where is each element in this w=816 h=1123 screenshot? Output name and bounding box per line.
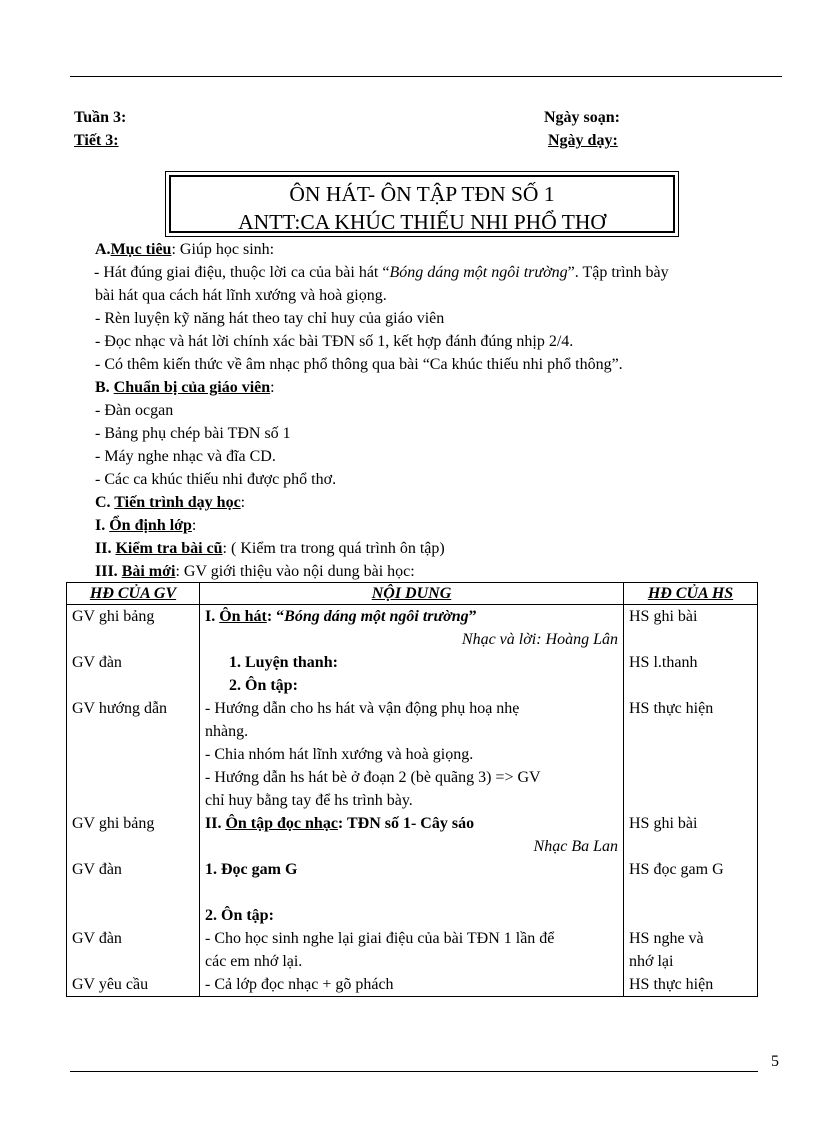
table-header-row <box>67 583 758 605</box>
activity-table <box>66 582 758 997</box>
preparation-heading: B. Chuẩn bị của giáo viên: <box>95 379 275 396</box>
table-row <box>67 605 758 997</box>
objective-2: - Rèn luyện kỹ năng hát theo tay chỉ huy của giáo viên <box>95 310 445 327</box>
teach-date-label: Ngày dạy: <box>548 132 618 149</box>
step-check-old-lesson: II. Kiểm tra bài cũ: ( Kiểm tra trong quá trình ôn tập) <box>95 540 445 557</box>
lesson-title-line-1: ÔN HÁT- ÔN TẬP TĐN SỐ 1 <box>289 182 555 206</box>
header-student-activity: HĐ CỦA HS <box>624 583 758 605</box>
week-label: Tuần 3: <box>74 109 127 126</box>
lesson-title-line-2: ANTT:CA KHÚC THIẾU NHI PHỔ THƠ <box>238 210 606 234</box>
review-song-heading: I. Ôn hát: “Bóng dáng một ngôi trường” <box>205 608 477 625</box>
page-number: 5 <box>771 1053 779 1070</box>
sight-reading-heading: II. Ôn tập đọc nhạc: TĐN số 1- Cây sáo <box>205 815 475 832</box>
header-teacher-activity: HĐ CỦA GV <box>67 583 200 605</box>
student-cell: HS ghi bài HS l.thanh HS thực hiện HS ghi bài HS đọc gam G HS nghe và nhớ lại HS thực hiện <box>624 605 758 997</box>
prep-item: - Bảng phụ chép bài TĐN số 1 <box>95 425 291 442</box>
step-new-lesson: III. Bài mới: GV giới thiệu vào nội dung bài học: <box>95 563 415 580</box>
teacher-cell: GV ghi bảng GV đàn GV hướng dẫn GV ghi bảng GV đàn GV đàn GV yêu cầu <box>67 605 200 997</box>
header-rule <box>70 76 782 77</box>
objective-4: - Có thêm kiến thức về âm nhạc phổ thông qua bài “Ca khúc thiếu nhi phổ thông”. <box>95 356 623 373</box>
prep-item: - Các ca khúc thiếu nhi được phổ thơ. <box>95 471 337 488</box>
objectives-heading: A.Mục tiêu: Giúp học sinh: <box>95 241 275 258</box>
content-cell: I. Ôn hát: “Bóng dáng một ngôi trường” Nhạc và lời: Hoàng Lân 1. Luyện thanh: 2. Ôn tập: - Hướng dẫn cho hs hát và vận động phụ hoạ nhẹ nhàng. - Chia nhóm hát lĩnh xướng và hoà giọng. - Hướng dẫn hs hát bè ở đoạn 2 (bè quãng 3) => GV chỉ huy bằng tay để hs trình bày. II. Ôn tập đọc nhạc: TĐN số 1- Cây sáo Nhạc Ba Lan 1. Đọc gam G 2. Ôn tập: - Cho học sinh nghe lại giai điệu của bài TĐN 1 lần để các em nhớ lại. - Cả lớp đọc nhạc + gõ phách <box>200 605 624 997</box>
step-class-stabilize: I. Ổn định lớp: <box>95 517 197 534</box>
lesson-label: Tiết 3: <box>74 132 119 149</box>
sight-reading-credit: Nhạc Ba Lan <box>533 838 618 855</box>
footer-rule <box>70 1071 758 1072</box>
lesson-body <box>95 238 775 583</box>
header-content: NỘI DUNG <box>200 583 624 605</box>
song-credit: Nhạc và lời: Hoàng Lân <box>461 631 618 648</box>
lesson-title-box <box>165 171 679 237</box>
prep-item: - Đàn ocgan <box>95 402 174 419</box>
objective-3: - Đọc nhạc và hát lời chính xác bài TĐN số 1, kết hợp đánh đúng nhịp 2/4. <box>95 333 574 350</box>
objective-1-cont: bài hát qua cách hát lĩnh xướng và hoà giọng. <box>95 287 387 304</box>
process-heading: C. Tiến trình dạy học: <box>95 494 246 511</box>
prep-date-label: Ngày soạn: <box>544 109 621 126</box>
prep-item: - Máy nghe nhạc và đĩa CD. <box>95 448 276 465</box>
objective-1: - Hát đúng giai điệu, thuộc lời ca của bài hát “Bóng dáng một ngôi trường”. Tập trình bày <box>94 264 669 281</box>
